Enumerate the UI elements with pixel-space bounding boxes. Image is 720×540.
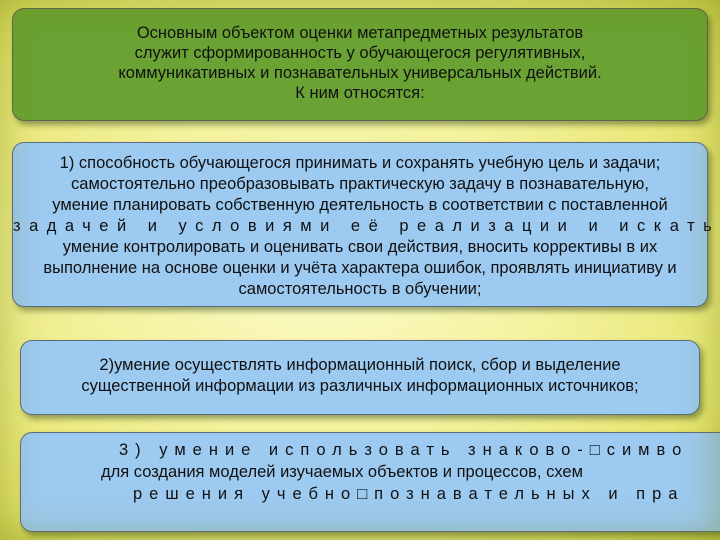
item-2-line: 2)умение осуществлять информационный поиск, сбор и выделение [99,356,621,374]
item-3-line: для создания моделей изучаемых объектов и процессов, схем [101,463,583,481]
item-2-line: существенной информации из различных информационных источников; [81,377,639,395]
item-1-line: самостоятельность в обучении; [238,280,482,298]
intro-line-4: К ним относятся: [295,84,425,102]
item-1-line: умение планировать собственную деятельность в соответствии с поставленной [52,196,668,214]
intro-line-3: коммуникативных и познавательных универсальных действий. [118,64,602,82]
item-3-line: 3) умение использовать знаково-□симво [119,441,689,459]
item-1-line: самостоятельно преобразовывать практическую задачу в познавательную, [71,175,649,193]
intro-line-2: служит сформированность у обучающегося регулятивных, [134,44,586,62]
item-3-box [20,432,720,532]
item-1-line: умение контролировать и оценивать свои действия, вносить коррективы в их [62,238,658,256]
item-3-line: решения учебно□познавательных и пра [133,485,685,503]
item-1-line: 1) способность обучающегося принимать и сохранять учебную цель и задачи; [59,154,661,172]
item-2-box [20,340,700,415]
item-1-line: выполнение на основе оценки и учёта характера ошибок, проявлять инициативу и [43,259,677,277]
main-object-box [12,8,708,121]
intro-line-1: Основным объектом оценки метапредметных результатов [136,24,584,42]
item-1-box [12,142,720,307]
item-1-line: задачей и условиями её реализации и искать [13,217,720,235]
